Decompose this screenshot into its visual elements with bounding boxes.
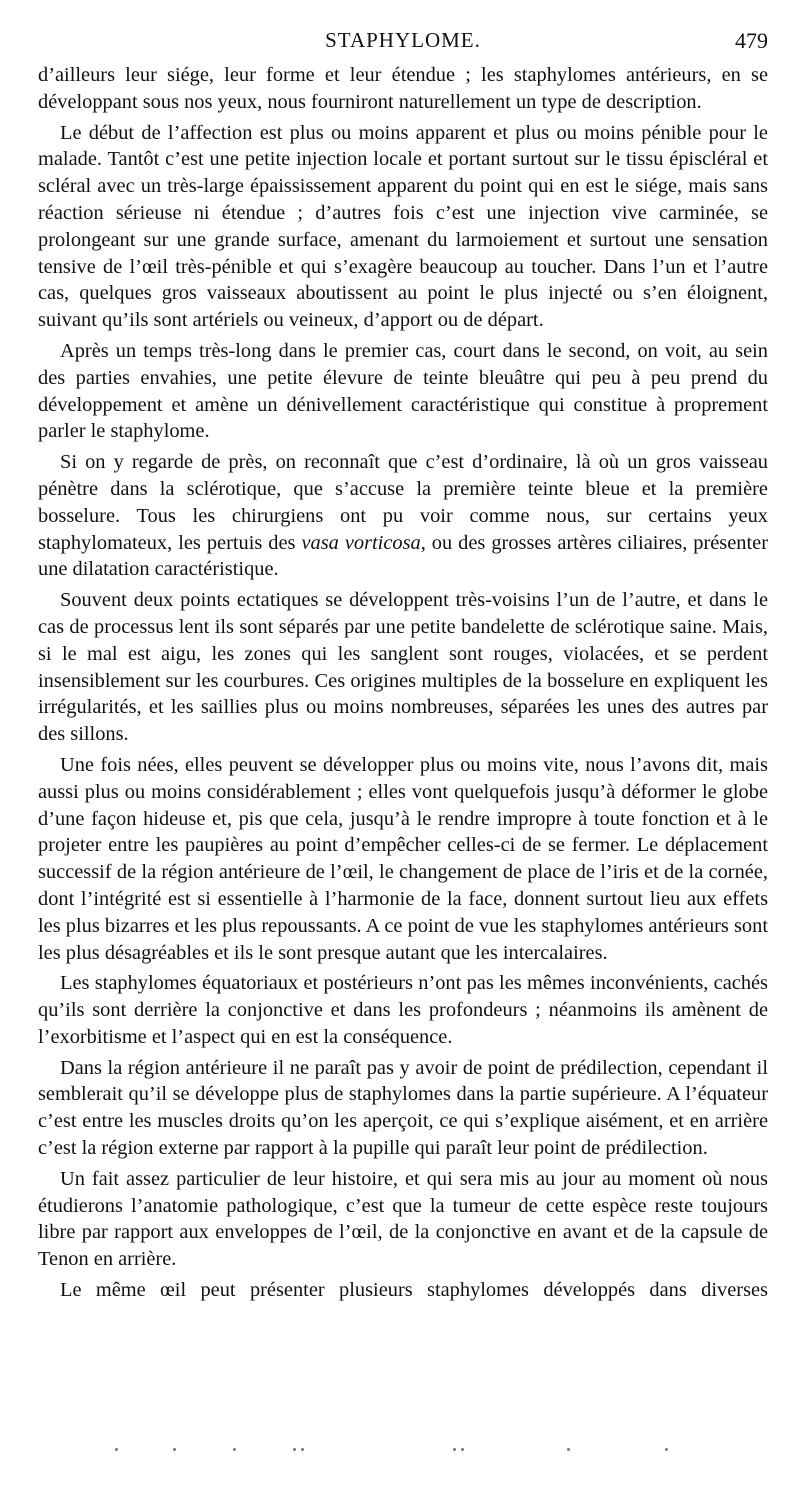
speck <box>233 1448 236 1451</box>
speck <box>301 1448 304 1451</box>
latin-term: vasa vorticosa <box>301 531 421 554</box>
paragraph-2: Le début de l’affection est plus ou moins apparent et plus ou moins pénible pour le malade. Tantôt c’est une petite injection locale et portant surtout sur le tissu épiscléral et scléral avec un très-large épaississement apparent du point qui en est le siége, mais sans réaction sérieuse ni étendue ; d’autres fois c’est une injection vive carminée, se prolongeant sur une grande surface, amenant du larmoiement et surtout une sensation tensive de l’œil très-pénible et qui s’exagère beaucoup au toucher. Dans l’un et l’autre cas, quelques gros vaisseaux aboutissent au point le plus injecté ou s’en éloignent, suivant qu’ils sont artériels ou veineux, d’apport ou de départ. <box>38 121 768 332</box>
speck <box>115 1448 118 1451</box>
page-header <box>38 28 768 62</box>
paragraph-1: d’ailleurs leur siége, leur forme et leur étendue ; les staphylomes antérieurs, en se développant sous nos yeux, nous fourniront naturellement un type de description. <box>38 64 768 113</box>
paragraph-4-text-before: Si on y regarde de près, on reconnaît que c’est d’ordinaire, là où un gros vaisseau pénètre dans la sclérotique, que s’accuse la première teinte bleue et la première bosselure. Tous les chirurgiens ont pu voir comme nous, sur certains yeux staphylomateux, les pertuis des <box>38 451 768 554</box>
paragraph-9: Un fait assez particulier de leur histoire, et qui sera mis au jour au moment où nous étudierons l’anatomie pathologique, c’est que la tumeur de cette espèce reste toujours libre par rapport aux enveloppes de l’œil, de la conjonctive en avant et de la capsule de Tenon en arrière. <box>38 1167 768 1271</box>
print-specks <box>115 1448 715 1458</box>
paragraph-5: Souvent deux points ectatiques se développent très-voisins l’un de l’autre, et dans le cas de processus lent ils sont séparés par une petite bandelette de sclérotique saine. Mais, si le mal est aigu, les zones qui les sanglent sont rouges, violacées, et se perdent insensiblement sur les courbures. Ces origines multiples de la bosselure en expliquent les irrégularités, et les saillies plus ou moins nombreuses, séparées les unes des autres par des sillons. <box>38 589 768 746</box>
speck <box>461 1448 464 1451</box>
speck <box>665 1448 668 1451</box>
paragraph-10: Le même œil peut présenter plusieurs staphylomes développés dans diverses <box>60 1279 768 1302</box>
paragraph-4 <box>38 449 768 583</box>
body-text <box>38 62 768 1308</box>
page-number: 479 <box>735 28 768 53</box>
speck <box>453 1448 456 1451</box>
speck <box>173 1448 176 1451</box>
paragraph-3: Après un temps très-long dans le premier cas, court dans le second, on voit, au sein des parties envahies, une petite élevure de teinte bleuâtre qui peu à peu prend du développement et amène un dénivellement caractéristique qui constitue à proprement parler le staphylome. <box>38 339 768 443</box>
paragraph-8: Dans la région antérieure il ne paraît pas y avoir de point de prédilection, cependant il semblerait qu’il se développe plus de staphylomes dans la partie supérieure. A l’équateur c’est entre les muscles droits qu’on les aperçoit, ce qui s’explique aisément, et en arrière c’est la région externe par rapport à la pupille qui paraît leur point de prédilection. <box>38 1056 768 1160</box>
speck <box>567 1448 570 1451</box>
running-head: STAPHYLOME. <box>325 28 481 52</box>
paragraph-7: Les staphylomes équatoriaux et postérieurs n’ont pas les mêmes inconvénients, cachés qu’ils sont derrière la conjonctive et dans les profondeurs ; néanmoins ils amènent de l’exorbitisme et l’aspect qui en est la conséquence. <box>38 972 768 1048</box>
speck <box>293 1448 296 1451</box>
paragraph-6: Une fois nées, elles peuvent se développer plus ou moins vite, nous l’avons dit, mais aussi plus ou moins considérablement ; elles vont quelquefois jusqu’à déformer le globe d’une façon hideuse et, pis que cela, jusqu’à le rendre impropre à toute fonction et à le projeter entre les paupières au point d’empêcher celles-ci de se fermer. Le déplacement successif de la région antérieure de l’œil, le changement de place de l’iris et de la cornée, dont l’intégrité est si essentielle à l’harmonie de la face, donnent surtout lieu aux effets les plus bizarres et les plus repoussants. A ce point de vue les staphylomes antérieurs sont les plus désagréables et ils le sont presque autant que les intercalaires. <box>38 753 768 964</box>
paragraph-4-text-after: , ou des grosses artères ciliaires, présenter une dilatation caractéristique. <box>38 531 768 581</box>
